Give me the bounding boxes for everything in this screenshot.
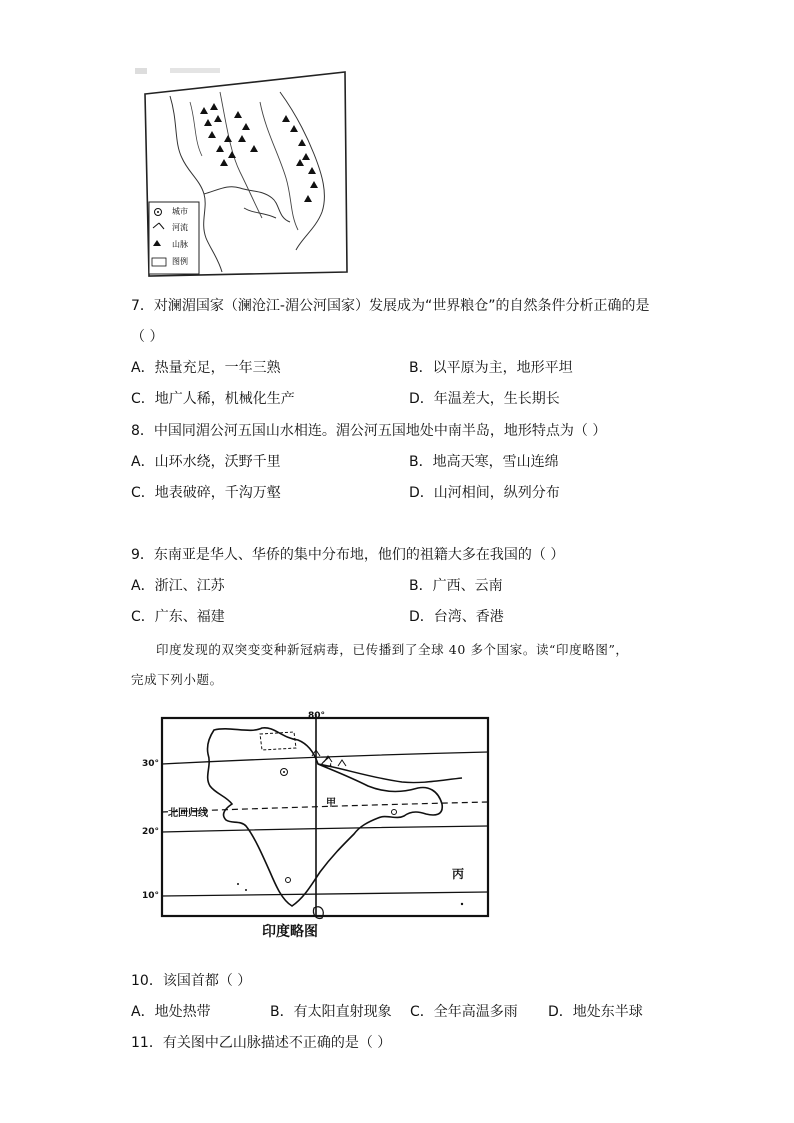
q11-stem: 11．有关图中乙山脉描述不正确的是（ ） (131, 1035, 392, 1051)
legend-city: 城市 (172, 207, 188, 216)
q7-option-c[interactable]: C．地广人稀，机械化生产 (131, 391, 295, 407)
q10-option-c[interactable]: C．全年高温多雨 (410, 1004, 518, 1020)
q8-option-c[interactable]: C．地表破碎，千沟万壑 (131, 485, 281, 501)
q7-stem: 7．对澜湄国家（澜沧江-湄公河国家）发展成为“世界粮仓”的自然条件分析正确的是 (131, 298, 650, 314)
q7-option-d[interactable]: D．年温差大，生长期长 (409, 391, 560, 407)
q7-paren: （ ） (131, 329, 164, 345)
legend-mountain: 山脉 (172, 240, 188, 249)
legend-title: 图例 (172, 257, 188, 266)
q7-option-a[interactable]: A．热量充足，一年三熟 (131, 360, 281, 376)
lat-label-30: 30° (142, 759, 160, 769)
q10-option-b[interactable]: B．有太阳直射现象 (270, 1004, 392, 1020)
lat-label-10: 10° (142, 891, 160, 901)
q10-option-d[interactable]: D．地处东半球 (548, 1004, 643, 1020)
q9-option-d[interactable]: D．台湾、香港 (409, 609, 504, 625)
mark-yi: 乙 (320, 755, 333, 769)
q10-option-a[interactable]: A．地处热带 (131, 1004, 211, 1020)
tropic-label: 北回归线 (168, 808, 208, 819)
india-map (142, 708, 498, 940)
map-caption: 印度略图 (262, 924, 318, 940)
q10-stem: 10．该国首都（ ） (131, 973, 252, 989)
mark-bing: 丙 (452, 867, 465, 881)
lat-label-20: 20° (142, 827, 160, 837)
q9-option-a[interactable]: A．浙江、江苏 (131, 578, 225, 594)
q8-option-b[interactable]: B．地高天寒，雪山连绵 (409, 454, 559, 470)
q9-option-b[interactable]: B．广西、云南 (409, 578, 503, 594)
q8-stem: 8．中国同湄公河五国山水相连。湄公河五国地处中南半岛，地形特点为（ ） (131, 423, 607, 439)
q7-option-b[interactable]: B．以平原为主，地形平坦 (409, 360, 573, 376)
lon-label: 80° (308, 711, 326, 721)
intro-line-1: 印度发现的双突变变种新冠病毒，已传播到了全球 40 多个国家。读“印度略图”， (156, 642, 629, 657)
intro-line-2: 完成下列小题。 (131, 672, 223, 687)
mark-jia: 甲 (326, 798, 336, 809)
q9-option-c[interactable]: C．广东、福建 (131, 609, 225, 625)
indochina-map (130, 62, 350, 280)
legend-river: 河流 (172, 223, 188, 232)
q8-option-a[interactable]: A．山环水绕，沃野千里 (131, 454, 281, 470)
q8-option-d[interactable]: D．山河相间，纵列分布 (409, 485, 560, 501)
q9-stem: 9．东南亚是华人、华侨的集中分布地，他们的祖籍大多在我国的（ ） (131, 547, 565, 563)
